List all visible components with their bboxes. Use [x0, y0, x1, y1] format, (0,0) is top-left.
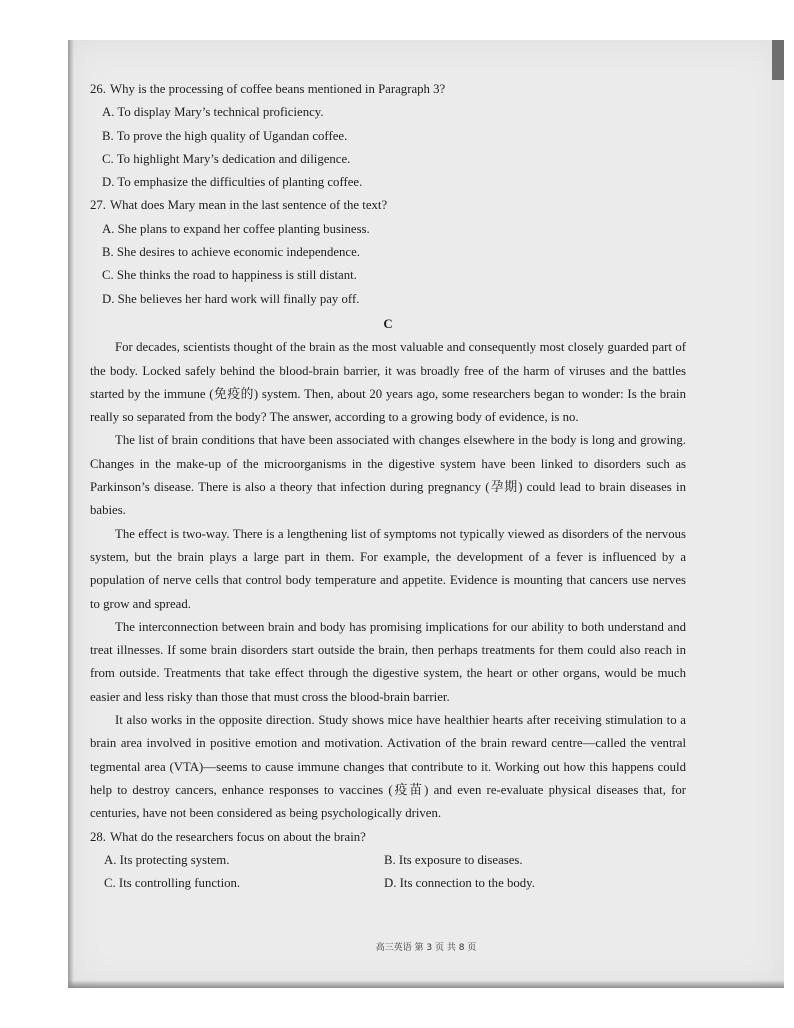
question-26 [90, 78, 686, 101]
page-shadow-bottom [68, 980, 784, 988]
page-footer: 高三英语 第 3 页 共 8 页 [375, 943, 477, 953]
question-text: What do the researchers focus on about the brain? [110, 829, 366, 844]
question-28 [90, 826, 686, 849]
question-number: 28. [90, 829, 106, 844]
passage-paragraph-5: It also works in the opposite direction. Study shows mice have healthier hearts after receiving stimulation to a brain area involved in positive emotion and motivation. Activation of the brain reward centre—called the ventral tegmental area (VTA)—seems to cause immune changes that contribute to it. Working out how this happens could help to destroy cancers, enhance responses to vaccines (疫苗) and even re-evaluate physical diseases that, for centuries, have not been considered as being psychologically driven. [90, 713, 686, 821]
question-27 [90, 194, 686, 217]
passage-paragraph-2: The list of brain conditions that have been associated with changes elsewhere in the body is long and growing. Changes in the make-up of the microorganisms in the digestive system have been linked to disorders such as Parkinson’s disease. There is also a theory that infection during pregnancy (孕期) could lead to brain diseases in babies. [90, 433, 686, 518]
option-27b: B. She desires to achieve economic independence. [102, 245, 360, 260]
option-27c: C. She thinks the road to happiness is still distant. [102, 268, 357, 283]
option-28d: D. Its connection to the body. [384, 876, 535, 891]
page-content [90, 78, 686, 895]
option-27d: D. She believes her hard work will finally pay off. [102, 291, 360, 306]
option-28a: A. Its protecting system. [104, 852, 230, 867]
question-number: 27. [90, 198, 106, 213]
exam-page [68, 40, 784, 988]
option-26a: A. To display Mary’s technical proficiency. [102, 105, 324, 120]
passage-paragraph-3: The effect is two-way. There is a lengthening list of symptoms not typically viewed as disorders of the nervous system, but the brain plays a large part in them. For example, the development of a fever is influenced by a population of nerve cells that control body temperature and appetite. Evidence is mounting that cancers use nerves to grow and spread. [90, 526, 686, 611]
passage-paragraph-1: For decades, scientists thought of the brain as the most valuable and consequently most closely guarded part of the body. Locked safely behind the blood-brain barrier, it was broadly free of the harm of viruses and the battles started by the immune (免疫的) system. Then, about 20 years ago, some researchers began to wonder: Is the brain really so separated from the body? The answer, according to a growing body of evidence, is no. [90, 340, 686, 425]
option-26c: C. To highlight Mary’s dedication and diligence. [102, 151, 351, 166]
option-28c: C. Its controlling function. [104, 876, 241, 891]
question-text: What does Mary mean in the last sentence of the text? [110, 198, 388, 213]
section-heading: C [383, 316, 393, 331]
page-corner-mark [772, 40, 784, 80]
option-26b: B. To prove the high quality of Ugandan coffee. [102, 128, 348, 143]
options-grid-28 [104, 849, 686, 896]
question-number: 26. [90, 82, 106, 96]
question-text: Why is the processing of coffee beans mentioned in Paragraph 3? [110, 82, 446, 96]
option-28b: B. Its exposure to diseases. [384, 852, 523, 867]
option-26d: D. To emphasize the difficulties of planting coffee. [102, 175, 363, 190]
option-27a: A. She plans to expand her coffee planting business. [102, 221, 370, 236]
page-shadow-left [68, 40, 74, 988]
passage-paragraph-4: The interconnection between brain and body has promising implications for our ability to both understand and treat illnesses. If some brain disorders start outside the brain, then perhaps treatments for them could also reach in from outside. Treatments that take effect through the digestive system, the heart or other organs, would be much easier and less risky than those that must cross the blood-brain barrier. [90, 619, 686, 704]
